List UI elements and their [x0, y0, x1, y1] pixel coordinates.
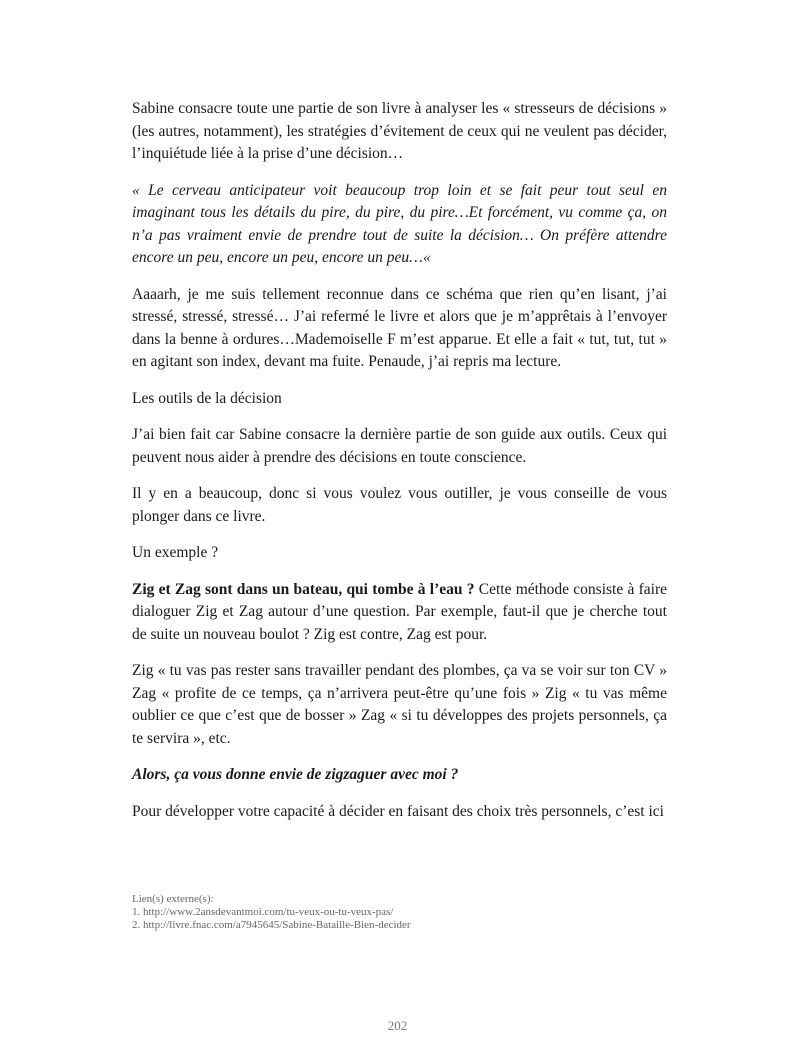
paragraph-developper: Pour développer votre capacité à décider en faisant des choix très personnels, c’est ici — [132, 802, 664, 820]
paragraph-zigzaguer: Alors, ça vous donne envie de zigzaguer avec moi ? — [132, 766, 459, 783]
paragraph-aaaarh: Aaaarh, je me suis tellement reconnue dans ce schéma que rien qu’en lisant, j’ai stressé, stressé, stressé… J’ai refermé le livre et alors que je m’apprêtais à l’envoyer dans la benne à ordures…Mademoiselle F m’est apparue. Et elle a fait « tut, tut, tut » en agitant son index, devant ma fuite. Penaude, j’ai repris ma lecture. — [132, 285, 667, 370]
section-heading-outils: Les outils de la décision — [132, 389, 282, 407]
paragraph-stresseurs: Sabine consacre toute une partie de son livre à analyser les « stresseurs de décisions » (les autres, notamment), les stratégies d’évitement de ceux qui ne veulent pas décider, l’inquiétude liée à la prise d’une décision… — [132, 100, 667, 162]
quote-cerveau-anticipateur: « Le cerveau anticipateur voit beaucoup trop loin et se fait peur tout seul en imaginant tous les détails du pire, du pire, du pire…Et forcément, vu comme ça, on n’a pas vraiment envie de prendre tout de suite la décision… On préfère attendre encore un peu, encore un peu, encore un peu…« — [132, 181, 667, 266]
zig-zag-text: Cette méthode consiste à faire dialoguer Zig et Zag autour d’une question. Par exemple, faut-il que je cherche tout de suite un nouveau boulot ? Zig est contre, Zag est pour. — [132, 580, 667, 643]
zig-zag-title: Zig et Zag sont dans un bateau, qui tombe à l’eau ? — [132, 580, 475, 598]
external-links — [132, 893, 411, 932]
paragraph-dialogue: Zig « tu vas pas rester sans travailler pendant des plombes, ça va se voir sur ton CV » Zag « profite de ce temps, ça n’arrivera peut-être qu’une fois » Zig « tu vas même oublier ce que c’est que de bosser » Zag « si tu développes des projets personnels, ça te servira », etc. — [132, 662, 667, 747]
page-number: 202 — [387, 1018, 408, 1033]
paragraph-outils: J’ai bien fait car Sabine consacre la dernière partie de son guide aux outils. Ceux qui peuvent nous aider à prendre des décisions en toute conscience. — [132, 426, 667, 466]
external-links-heading: Lien(s) externe(s): — [132, 893, 214, 905]
page-body — [132, 98, 667, 837]
external-link-2[interactable]: 2. http://livre.fnac.com/a7945645/Sabine-Bataille-Bien-decider — [132, 919, 411, 931]
paragraph-un-exemple: Un exemple ? — [132, 544, 219, 561]
external-link-1[interactable]: 1. http://www.2ansdevantmoi.com/tu-veux-ou-tu-veux-pas/ — [132, 906, 394, 918]
paragraph-zig-zag — [132, 579, 667, 647]
paragraph-beaucoup: Il y en a beaucoup, donc si vous voulez vous outiller, je vous conseille de vous plonger dans ce livre. — [132, 485, 667, 525]
